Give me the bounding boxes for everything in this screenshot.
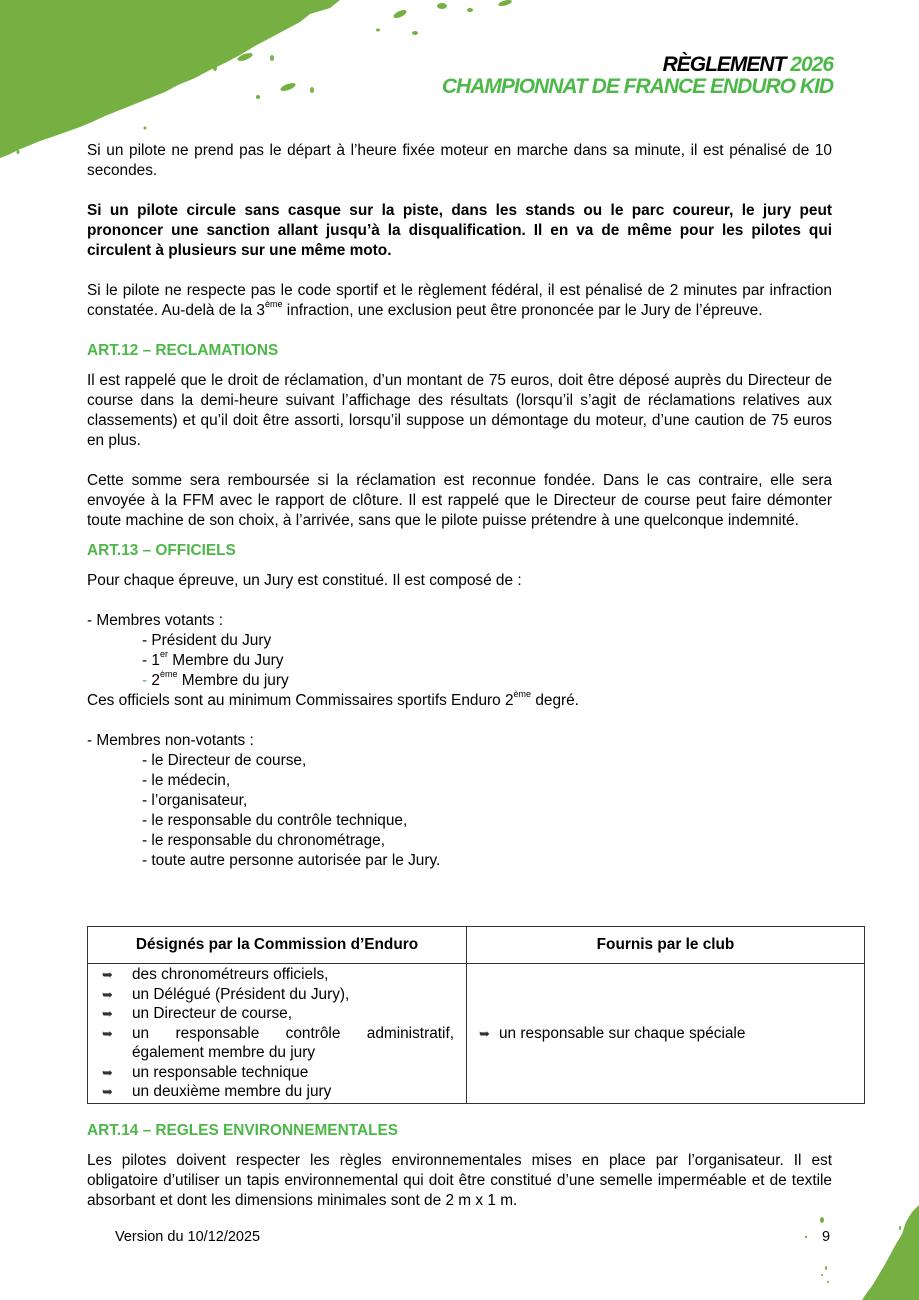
paragraph-jury-intro: Pour chaque épreuve, un Jury est constitué. Il est composé de : <box>87 572 522 589</box>
list-item: - l’organisateur, <box>142 792 248 809</box>
arrow-hook-icon: ➥ <box>102 1025 113 1041</box>
list-item <box>102 1063 454 1083</box>
table-header-row <box>88 927 865 964</box>
club-cell <box>467 964 865 1104</box>
list-item <box>102 1024 454 1044</box>
bullet-spacer <box>102 1043 132 1063</box>
list-item: - le médecin, <box>142 772 231 789</box>
paragraph-late-start: Si un pilote ne prend pas le départ à l’heure fixée moteur en marche dans sa minute, il est pénalisé de 10 secondes. <box>87 142 832 179</box>
list-item <box>142 651 832 671</box>
section-art14 <box>87 1121 832 1211</box>
list-item <box>142 631 832 651</box>
list-text: un deuxième membre du jury <box>132 1083 332 1100</box>
arrow-hook-icon: ➥ <box>102 967 113 982</box>
voting-members-list <box>87 631 832 691</box>
list-dash: - <box>142 652 152 669</box>
header-reglement: RÈGLEMENT <box>662 53 786 76</box>
document-header-title <box>442 54 833 98</box>
page-number: 9 <box>822 1229 831 1245</box>
list-dash: - <box>142 632 152 649</box>
voting-members-label: - Membres votants : <box>87 612 223 629</box>
superscript: ème <box>159 669 178 679</box>
list-item: - le responsable du contrôle technique, <box>142 812 408 829</box>
text-segment: Ces officiels sont au minimum Commissaires sportifs Enduro 2 <box>87 692 514 709</box>
list-item <box>102 985 454 1005</box>
list-text: un responsable contrôle administratif, <box>132 1024 454 1042</box>
list-dash: - <box>142 672 152 689</box>
paragraph-helmet-rule: Si un pilote circule sans casque sur la piste, dans les stands ou le parc coureur, le jury peut prononcer une sanction allant jusqu’à la disqualification. Il en va de même pour les pilotes qui circulent à plusieurs sur une même moto. <box>87 202 832 259</box>
table-header-commission: Désignés par la Commission d’Enduro <box>88 927 467 964</box>
list-item <box>102 1004 454 1024</box>
list-text: un responsable technique <box>132 1063 309 1081</box>
table-header-club: Fournis par le club <box>467 927 865 964</box>
nonvoting-members-label: - Membres non-votants : <box>87 732 254 749</box>
list-text: 2 <box>151 672 160 689</box>
nonvoting-members-list <box>87 751 832 871</box>
list-text: des chronométreurs officiels, <box>132 966 329 983</box>
list-item <box>102 965 454 985</box>
footer-version: Version du 10/12/2025 <box>115 1229 261 1245</box>
list-text: également membre du jury <box>132 1044 316 1061</box>
section-heading-art12: ART.12 – RECLAMATIONS <box>87 342 279 359</box>
commission-cell <box>88 964 467 1104</box>
list-item <box>102 1082 454 1102</box>
list-item: - le Directeur de course, <box>142 752 307 769</box>
list-text: 1 <box>151 652 160 669</box>
superscript: er <box>159 649 168 659</box>
arrow-hook-icon: ➥ <box>102 1084 113 1099</box>
arrow-hook-icon: ➥ <box>102 1006 113 1021</box>
green-splash-bottom-right <box>800 1200 919 1300</box>
section-heading-art14: ART.14 – REGLES ENVIRONNEMENTALES <box>87 1122 398 1139</box>
arrow-hook-icon: ➥ <box>479 1025 490 1041</box>
list-text: un responsable sur chaque spéciale <box>499 1024 746 1042</box>
text-segment: infraction, une exclusion peut être prononcée par le Jury de l’épreuve. <box>282 302 763 319</box>
list-text: Président du Jury <box>151 632 272 649</box>
list-text: un Directeur de course, <box>132 1005 292 1022</box>
text-segment: degré. <box>531 692 579 709</box>
table-row <box>88 964 865 1104</box>
superscript: ème <box>264 299 283 309</box>
paragraph-reclamation-fee: Il est rappelé que le droit de réclamation, d’un montant de 75 euros, doit être déposé auprès du Directeur de course dans la demi-heure suivant l’affichage des résultats (lorsqu’il s’agit de réclamations relatives aux classements) et qu’il doit être assorti, lorsqu’il suppose un démontage du moteur, d’une caution de 75 euros en plus. <box>87 372 832 449</box>
list-item: - toute autre personne autorisée par le Jury. <box>142 852 441 869</box>
arrow-hook-icon: ➥ <box>102 1064 113 1080</box>
superscript: ème <box>513 689 532 699</box>
list-item <box>142 671 832 691</box>
paragraph-code-sportif <box>87 281 832 321</box>
officials-degree-note <box>87 691 832 711</box>
section-heading-art13: ART.13 – OFFICIELS <box>87 542 236 559</box>
paragraph-reimbursement: Cette somme sera remboursée si la réclamation est reconnue fondée. Dans le cas contraire, elle sera envoyée à la FFM avec le rapport de clôture. Il est rappelé que le Directeur de course peut faire démonter toute machine de son choix, à l’arrivée, sans que le pilote puisse prétendre à une quelconque indemnité. <box>87 472 832 529</box>
arrow-hook-icon: ➥ <box>102 986 113 1002</box>
list-text: Membre du Jury <box>167 652 284 669</box>
list-item-continuation <box>102 1043 454 1063</box>
list-text: Membre du jury <box>177 672 289 689</box>
document-body <box>87 141 832 871</box>
list-item: - le responsable du chronométrage, <box>142 832 385 849</box>
list-text: un Délégué (Président du Jury), <box>132 985 350 1003</box>
header-year: 2026 <box>790 53 833 76</box>
officials-table <box>87 926 865 1104</box>
paragraph-environment: Les pilotes doivent respecter les règles environnementales mises en place par l’organisateur. Il est obligatoire d’utiliser un tapis environnemental qui doit être constitué d’une semelle imperméable et de textile absorbant et dont les dimensions minimales sont de 2 m x 1 m. <box>87 1152 832 1209</box>
header-championship: CHAMPIONNAT DE FRANCE ENDURO KID <box>441 75 833 98</box>
list-item <box>479 1024 864 1044</box>
text-segment: Si le pilote ne respecte pas le code sportif et le règlement fédéral, il est pénalisé de 2 minutes par infraction constatée. Au-delà de la 3 <box>87 282 832 319</box>
